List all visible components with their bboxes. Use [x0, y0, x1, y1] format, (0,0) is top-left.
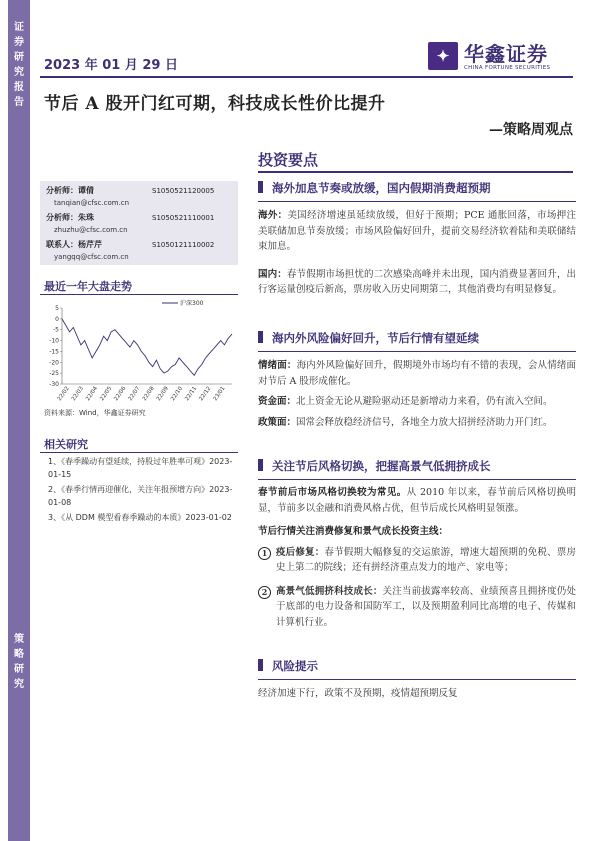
sidebar-char: 研 — [14, 664, 24, 675]
report-subtitle: —策略周观点 — [489, 122, 573, 138]
section-3-heading-text: 关注节后风格切换，把握高景气低拥挤成长 — [272, 459, 491, 473]
section-1-para-1 — [258, 208, 576, 255]
analyst-email[interactable]: zhuzhu@cfsc.com.cn — [54, 226, 128, 234]
section-2-para-1 — [258, 358, 576, 389]
number-badge: 1 — [258, 547, 271, 560]
sidebar-top-text — [8, 20, 30, 110]
section-4 — [258, 658, 576, 702]
chart-y-tick-label: -25 — [49, 370, 59, 378]
list-item-text: 春节假期大幅修复的交运旅游，增速大超预期的免税、票房史上第二的院线；还有拼经济重点发力的地产、家电等； — [276, 546, 576, 573]
para-label: 春节前后市场风格切换较为常见。 — [258, 487, 407, 498]
chart-x-tick-label: 22/12 — [198, 385, 213, 403]
section-title: 投资要点 — [258, 151, 319, 169]
logo-mark-icon: ✦ — [428, 42, 458, 70]
chart-y-tick-label: -10 — [49, 337, 59, 345]
para-text: 美国经济增速虽延续放缓，但好于预期；PCE 通胀回落，市场押注美联储加息节奏放缓；市场风险偏好回升，提前交易经济软着陆和美联储结束加息。 — [258, 210, 576, 252]
sidebar-char: 策 — [14, 634, 24, 645]
heading-bar-icon — [258, 659, 263, 671]
chart-legend-label: 沪深300 — [180, 300, 204, 307]
sidebar-char: 究 — [14, 67, 24, 78]
logo-english-name: CHINA FORTUNE SECURITIES — [464, 65, 551, 71]
list-item-label: 疫后修复： — [276, 546, 325, 558]
section-4-heading-text: 风险提示 — [272, 659, 318, 673]
para-text: 春节假期市场担忧的二次感染高峰并未出现，国内消费显著回升，出行客运量创疫后新高，票房收入历史同期第二，其他消费均有明显修复。 — [258, 268, 576, 295]
sidebar-char: 券 — [14, 37, 24, 48]
para-label: 情绪面： — [258, 360, 297, 371]
chart-x-tick-label: 22/03 — [70, 385, 85, 403]
chart-x-tick-label: 22/10 — [170, 385, 185, 403]
section-2 — [258, 330, 576, 430]
related-item[interactable]: 2、《春季行情再迎催化，关注年报预增方向》2023-01-08 — [48, 485, 233, 507]
list-item — [258, 584, 576, 631]
chart-source: 资料来源：Wind，华鑫证券研究 — [44, 409, 146, 417]
related-item[interactable]: 1、《春季躁动有望延续，持股过年胜率可观》2023-01-15 — [48, 457, 233, 479]
chart-y-tick-label: 0 — [55, 315, 59, 323]
related-heading: 相关研究 — [44, 438, 88, 451]
report-title: 节后 A 股开门红可期，科技成长性价比提升 — [44, 94, 386, 114]
related-divider — [40, 452, 238, 453]
list-item-content — [276, 545, 576, 576]
section-3-divider — [258, 479, 576, 480]
section-3-para-1 — [258, 485, 576, 516]
chart-y-tick-label: -5 — [53, 326, 59, 334]
related-list — [48, 456, 233, 528]
analyst-email[interactable]: yangqq@cfsc.com.cn — [54, 253, 129, 261]
related-item[interactable]: 3、《从 DDM 模型看春季躁动的本质》2023-01-02 — [48, 513, 232, 522]
chart-x-tick-label: 23/01 — [212, 385, 227, 403]
analyst-row — [46, 212, 232, 224]
chart-y-tick-label: 5 — [55, 305, 59, 312]
heading-bar-icon — [258, 331, 263, 343]
analyst-id: S1050521120005 — [152, 187, 215, 195]
company-logo — [428, 38, 568, 74]
analyst-id: S1050121110002 — [152, 241, 215, 249]
chart-y-tick-label: -20 — [49, 359, 59, 367]
sidebar-char: 研 — [14, 52, 24, 63]
para-text: 国常会释放稳经济信号，各地全力放大招拼经济助力开门红。 — [296, 416, 553, 428]
sidebar-char: 证 — [14, 22, 24, 33]
header-divider — [40, 76, 573, 78]
sidebar-char: 告 — [14, 97, 24, 108]
para-label: 海外： — [258, 210, 288, 221]
list-item-content — [276, 584, 576, 631]
analyst-name: 分析师：谭倩 — [46, 186, 94, 195]
heading-bar-icon — [258, 181, 263, 193]
analyst-row — [46, 185, 232, 197]
sidebar-bottom-text — [8, 632, 30, 692]
market-trend-chart — [40, 296, 240, 406]
para-text: 从 2010 年以来，春节前后风格切换明显，节前多以金融和消费风格占优，但节后成长风格明显领涨。 — [258, 487, 576, 514]
analyst-row — [46, 239, 232, 251]
para-label: 政策面： — [258, 416, 297, 428]
section-4-divider — [258, 679, 576, 680]
section-2-divider — [258, 351, 576, 352]
section-1-heading — [258, 180, 576, 196]
number-badge: 2 — [258, 586, 271, 599]
section-2-heading-text: 海内外风险偏好回升，节后行情有望延续 — [272, 331, 479, 345]
chart-x-tick-label: 22/05 — [99, 385, 114, 403]
analyst-box — [40, 181, 238, 265]
chart-x-tick-label: 22/02 — [56, 385, 71, 403]
chart-series-line — [62, 319, 232, 375]
logo-name: 华鑫证券 — [464, 42, 548, 66]
sidebar-char: 略 — [14, 649, 24, 660]
chart-x-tick-label: 22/06 — [113, 385, 128, 403]
chart-x-tick-label: 22/07 — [127, 385, 142, 403]
analyst-name: 分析师：朱珠 — [46, 213, 94, 222]
list-item — [258, 545, 576, 576]
chart-y-tick-label: -15 — [49, 348, 59, 356]
analyst-name: 联系人：杨芹芹 — [46, 240, 102, 249]
section-3 — [258, 458, 576, 630]
chart-x-tick-label: 22/08 — [141, 385, 156, 403]
section-1-divider — [258, 201, 576, 202]
chart-x-tick-label: 22/11 — [184, 385, 199, 403]
left-sidebar — [8, 0, 30, 841]
para-text: 北上资金无论从避险驱动还是新增动力来看，仍有流入空间。 — [296, 396, 553, 407]
section-1-heading-text: 海外加息节奏或放缓，国内假期消费超预期 — [272, 181, 491, 195]
section-3-para-2: 节后行情关注消费修复和景气成长投资主线： — [258, 526, 449, 537]
report-date: 2023 年 01 月 29 日 — [44, 58, 178, 73]
analyst-id: S1050521110001 — [152, 214, 215, 222]
para-label: 资金面： — [258, 396, 297, 407]
analyst-email[interactable]: tanqian@cfsc.com.cn — [54, 199, 130, 207]
chart-x-tick-label: 22/04 — [85, 385, 100, 403]
para-label: 国内： — [258, 268, 287, 280]
section-2-para-2 — [258, 394, 576, 410]
section-4-heading — [258, 658, 576, 674]
chart-heading: 最近一年大盘走势 — [44, 280, 132, 293]
sidebar-char: 报 — [14, 82, 24, 93]
section-1 — [258, 180, 576, 298]
section-2-heading — [258, 330, 576, 346]
section-3-heading — [258, 458, 576, 474]
chart-heading-divider — [40, 294, 238, 295]
sidebar-char: 究 — [14, 679, 24, 690]
para-text: 海内外风险偏好回升，假期境外市场均有不错的表现，会从情绪面对节后 A 股形成催化。 — [258, 360, 576, 387]
chart-x-tick-label: 22/09 — [155, 385, 170, 403]
section-2-para-3 — [258, 415, 576, 431]
section-divider — [258, 171, 573, 173]
list-item-text: 关注当前拔露率较高、业绩预喜且拥挤度仍处于底部的电力设备和国防军工，以及预期盈利同比高增的电子、传媒和计算机行业。 — [276, 585, 576, 628]
list-item-label: 高景气低拥挤科技成长： — [276, 585, 383, 597]
heading-bar-icon — [258, 459, 263, 471]
section-1-para-2 — [258, 267, 576, 298]
section-4-text: 经济加速下行，政策不及预期，疫情超预期反复 — [258, 688, 458, 699]
chart-y-tick-label: -30 — [49, 381, 59, 388]
